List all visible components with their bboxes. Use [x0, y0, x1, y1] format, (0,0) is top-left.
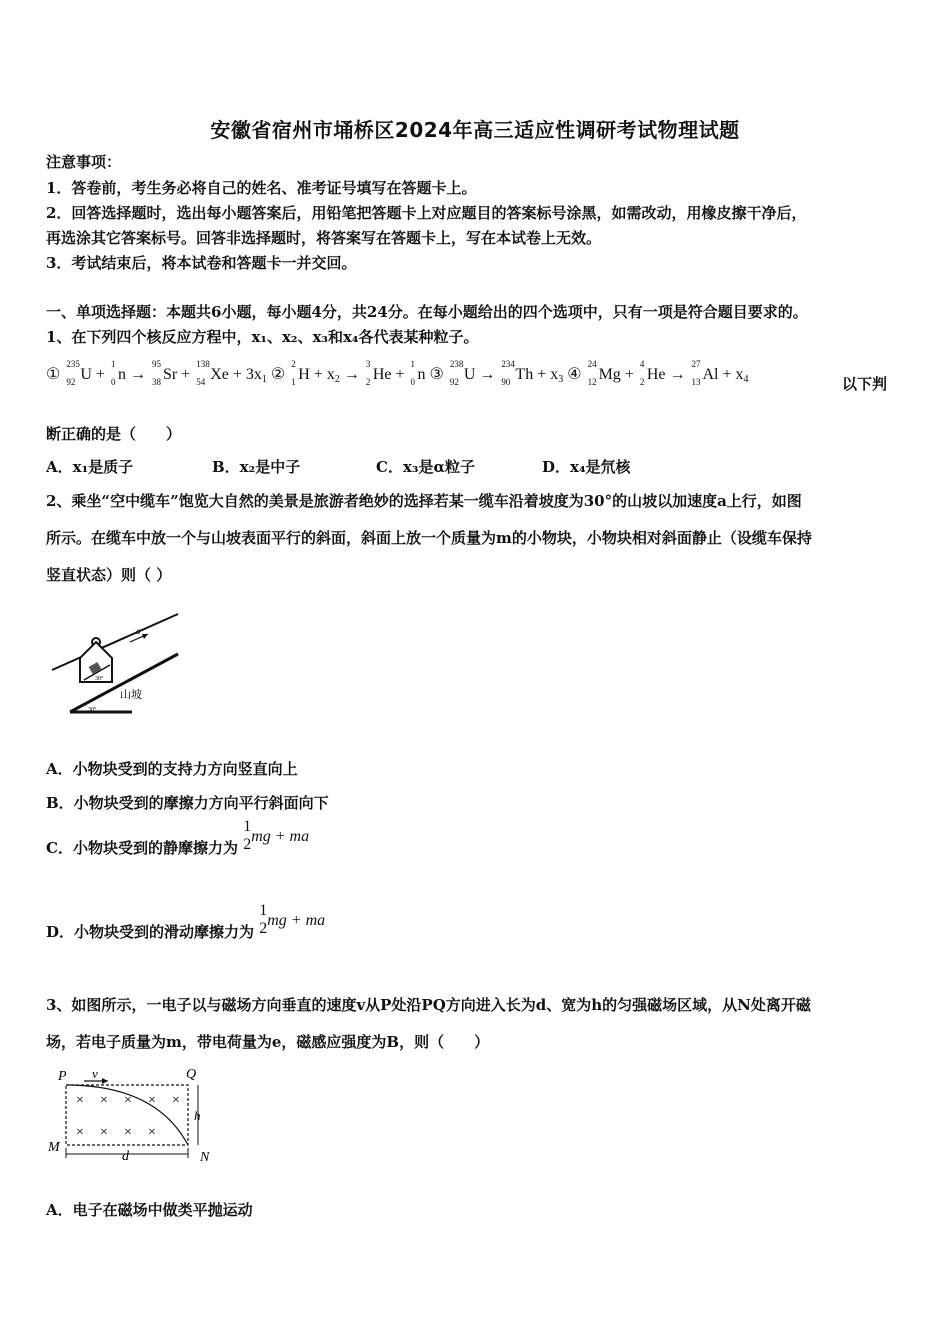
q2-option-d-expr: mg + ma	[267, 912, 326, 929]
q2-option-d-text: D．小物块受到的滑动摩擦力为	[46, 923, 255, 941]
cross-mark: ×	[100, 1125, 108, 1140]
q1-equations: ① 235 92 U + 1 0 n → 95 38 Sr + 138 54 $Xe + 3x_1$ ② 2 1 $H + x_2$ → 3 2 He + 1 0 n ③ 238 92 U → 234 90 $Th + x_3$ ④ 24 12 Mg + 4 2 He → 27 13 $Al + x_4$	[46, 359, 749, 387]
cross-mark: ×	[76, 1093, 84, 1108]
q2-option-b: B．小物块受到的摩擦力方向平行斜面向下	[46, 794, 329, 812]
q2-option-c-expr: mg + ma	[251, 828, 310, 845]
q2-stem-line-3: 竖直状态）则（ ）	[46, 566, 172, 584]
slope-label: 山坡	[120, 689, 142, 701]
accel-label: a	[136, 626, 141, 636]
label-v: v	[92, 1066, 98, 1081]
cross-mark: ×	[124, 1125, 132, 1140]
angle-label-slope: 30°	[88, 707, 97, 713]
q1-stem-tail: 以下判	[842, 375, 888, 393]
cross-mark: ×	[76, 1125, 84, 1140]
q1-stem-cont: 断正确的是（ ）	[46, 425, 182, 443]
q2-option-c	[46, 818, 310, 859]
cross-mark: ×	[100, 1093, 108, 1108]
q2-stem-line-1: 2、乘坐“空中缆车”饱览大自然的美景是旅游者绝妙的选择若某一缆车沿着坡度为30°的山坡以加速度a上行，如图	[46, 492, 802, 510]
notice-heading: 注意事项：	[46, 153, 122, 171]
notice-item-2-cont: 再选涂其它答案标号。回答非选择题时，将答案写在答题卡上，写在本试卷上无效。	[46, 229, 602, 247]
q3-stem-line-2: 场，若电子质量为m，带电荷量为e，磁感应强度为B，则（ ）	[46, 1033, 490, 1051]
q1-option-a: A．x₁是质子	[46, 458, 134, 476]
cross-mark: ×	[148, 1093, 156, 1108]
label-d: d	[122, 1149, 129, 1164]
cross-mark: ×	[172, 1093, 180, 1108]
notice-item-2: 2．回答选择题时，选出每小题答案后，用铅笔把答题卡上对应题目的答案标号涂黑，如需改动，用橡皮擦干净后，	[46, 204, 807, 222]
q1-stem: 1、在下列四个核反应方程中，x₁、x₂、x₃和x₄各代表某种粒子。	[46, 328, 479, 346]
label-q: Q	[186, 1067, 197, 1082]
q1-option-c: C．x₃是α粒子	[376, 458, 475, 476]
label-m: M	[48, 1140, 60, 1155]
cross-mark: ×	[124, 1093, 132, 1108]
label-p: P	[58, 1069, 67, 1084]
q2-cable-car-figure	[50, 612, 190, 722]
cable-line	[52, 614, 178, 670]
q1-option-b: B．x₂是中子	[212, 458, 301, 476]
fraction-denominator: 2	[243, 836, 252, 853]
fraction-numerator: 1	[259, 902, 268, 919]
fraction-numerator: 1	[243, 818, 252, 835]
section-heading: 一、单项选择题：本题共6小题，每小题4分，共24分。在每小题给出的四个选项中，只有一项是符合题目要求的。	[46, 303, 808, 321]
page-title: 安徽省宿州市埇桥区2024年高三适应性调研考试物理试题	[210, 118, 740, 142]
q3-magnetic-field-figure	[46, 1064, 226, 1168]
notice-item-3: 3．考试结束后，将本试卷和答题卡一并交回。	[46, 254, 357, 272]
q1-option-d: D．x₄是氘核	[542, 458, 631, 476]
q3-option-a: A．电子在磁场中做类平抛运动	[46, 1201, 253, 1219]
cross-mark: ×	[148, 1125, 156, 1140]
q3-stem-line-1: 3、如图所示，一电子以与磁场方向垂直的速度v从P处沿PQ方向进入长为d、宽为h的匀强磁场区域，从N处离开磁	[46, 996, 811, 1014]
q2-option-c-text: C．小物块受到的静摩擦力为	[46, 839, 238, 857]
label-n: N	[200, 1150, 210, 1165]
q2-option-a: A．小物块受到的支持力方向竖直向上	[46, 760, 298, 778]
angle-label-inner: 30°	[95, 676, 104, 682]
q2-option-d	[46, 902, 326, 943]
label-h: h	[194, 1108, 201, 1123]
fraction-denominator: 2	[259, 920, 268, 937]
q2-option-c-fraction	[243, 818, 251, 854]
q2-stem-line-2: 所示。在缆车中放一个与山坡表面平行的斜面，斜面上放一个质量为m的小物块，小物块相对斜面静止（设缆车保持	[46, 529, 812, 547]
notice-item-1: 1．答卷前，考生务必将自己的姓名、准考证号填写在答题卡上。	[46, 179, 477, 197]
